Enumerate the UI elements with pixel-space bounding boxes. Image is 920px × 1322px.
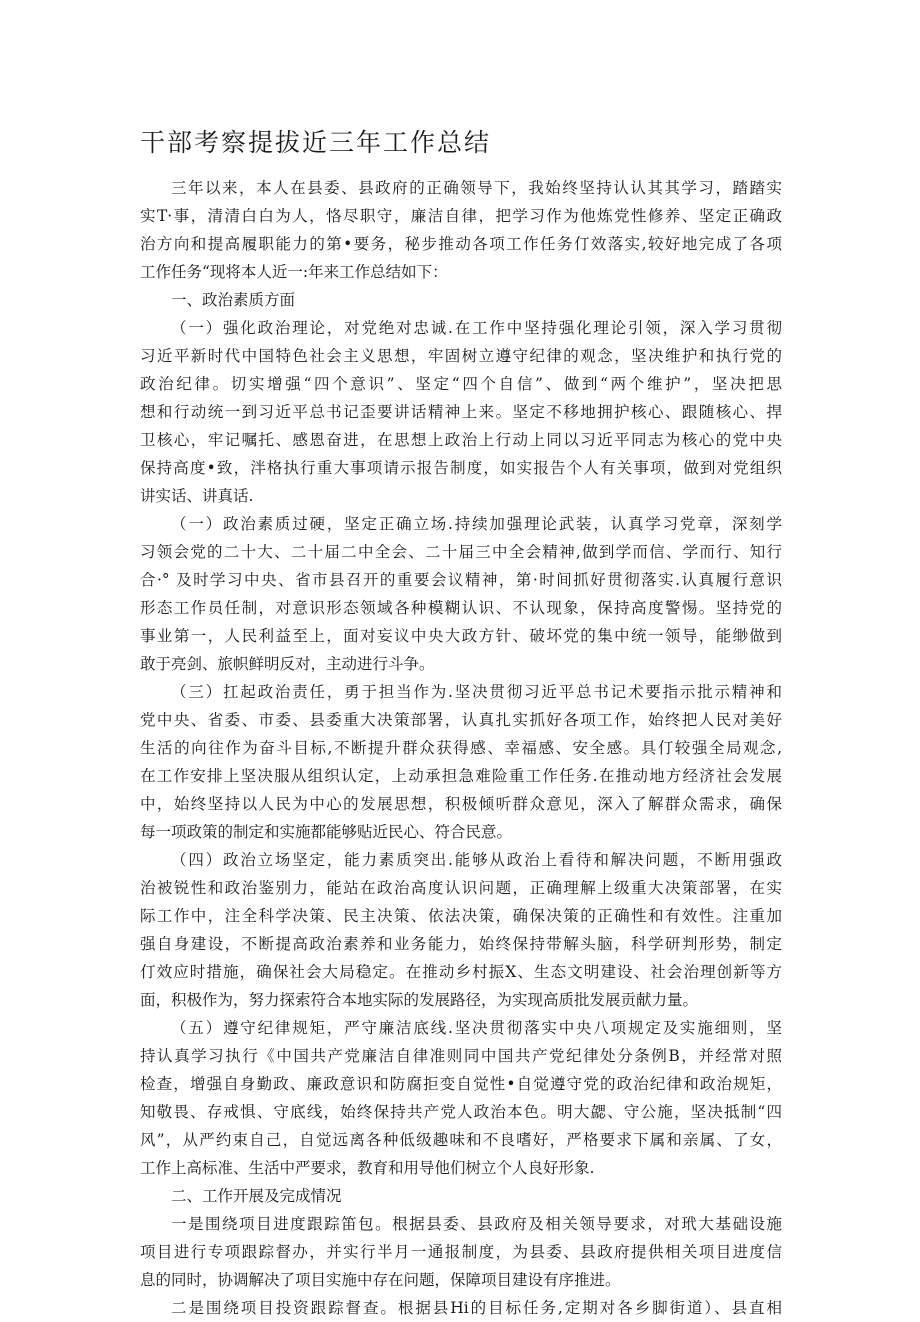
text-line: （四）政治立场坚定，能力素质突出.能够从政治上看待和解决问题，不断用强政 bbox=[171, 851, 782, 869]
document-title: 干部考察提拔近三年工作总结 bbox=[140, 128, 492, 157]
text-line: 风”，从严约束自己，自觉远离各种低级趣味和不良嗜好，严格要求下属和亲属、了女， bbox=[140, 1131, 782, 1149]
text-line: 持认真学习执行《中国共产党廉洁自律准则同中国共产党纪律处分条例B，并经常对照 bbox=[140, 1047, 782, 1065]
document-body bbox=[140, 174, 782, 1322]
text-line: 形态工作员任制，对意识形态领域各种模糊认识、不认现象，保持高度警惕。坚持党的 bbox=[140, 599, 782, 617]
text-line: 生活的向往作为奋斗目标,不断提升群众获得感、幸福感、安全感。具仃较强全局观念, bbox=[140, 739, 782, 757]
text-line: 中，始终坚持以人民为中心的发展思想，积极倾听群众意见，深入了解群众需求，确保 bbox=[140, 795, 782, 813]
text-line: 习近平新时代中国特色社会主义思想，牢固树立遵守纪律的观念，坚决维护和执行党的 bbox=[140, 347, 782, 365]
text-line: （一）政治素质过硬，坚定正确立场.持续加强理论武装，认真学习党章，深刻学 bbox=[171, 515, 782, 533]
text-line: 党中央、省委、市委、县委重大决策部署，认真扎实抓好各项工作，始终把人民对美好 bbox=[140, 711, 782, 729]
text-line: 事业第一，人民利益至上，面对妄议中央大政方针、破坏党的集中统一领导，能缈做到 bbox=[140, 627, 782, 645]
text-line: 每一项政策的制定和实施都能够贴近民心、符合民意。 bbox=[140, 823, 513, 841]
text-line: 仃效应时措施，确保社会大局稳定。在推动乡村振X、生态文明建设、社会治理创新等方 bbox=[140, 963, 782, 981]
text-line: 面，积极作为，努力探索符合本地实际的发展路径，为实现高质批发展贡献力量。 bbox=[140, 991, 699, 1009]
text-line: 治被锐性和政治鉴别力，能站在政治高度认识问题，正确理解上级重大决策部署，在实 bbox=[140, 879, 782, 897]
text-line: 检查，增强自身勤政、廉政意识和防腐拒变自觉性•自觉遵守党的政治纪律和政治规矩， bbox=[140, 1075, 782, 1093]
text-line: 际工作中，注全科学决策、民主决策、依法决策，确保决策的正确性和有效性。注重加 bbox=[140, 907, 782, 925]
text-line: 知敬畏、存戒惧、守底线，始终保持共产党人政治本色。明大勰、守公施，坚决抵制“四 bbox=[140, 1103, 782, 1121]
text-line: 保持高度•致，泮格执行重大事项请示报告制度，如实报告个人有关事项，做到对党组织 bbox=[140, 459, 782, 477]
text-line: 习领会党的二十大、二十届二中全会、二十届三中全会精神,做到学而信、学而行、知行 bbox=[140, 543, 782, 561]
text-line: 想和行动统一到习近平总书记歪要讲话精神上来。坚定不移地拥护核心、跟随核心、捍 bbox=[140, 403, 782, 421]
text-line: 一是围绕项目进度跟踪笛包。根据县委、县政府及相关领导要求，对玳大基础设施 bbox=[171, 1215, 782, 1233]
text-line: 工作任务“现将本人近一:年来工作总结如下： bbox=[140, 263, 448, 281]
text-line: 强自身建设，不断提高政治素养和业务能力，始终保持带解头脑，科学研判形势，制定 bbox=[140, 935, 782, 953]
text-line: 二是围绕项目投资跟踪督查。根据县Hi的目标任务,定期对各乡脚街道）、县直相 bbox=[171, 1299, 782, 1317]
text-line: 实T·事，清清白白为人，恪尽职守，廉洁自律，把学习作为他炼党性修养、坚定正确政 bbox=[140, 207, 782, 225]
text-line: 一、政治素质方面 bbox=[171, 291, 296, 309]
text-line: （一）强化政治理论，对党绝对忠诚.在工作中坚持强化理论引领，深入学习贯彻 bbox=[171, 319, 782, 337]
text-line: （五）遵守纪律规矩，严守廉洁底线.坚决贯彻落实中央八项规定及实施细则，坚 bbox=[171, 1019, 782, 1037]
text-line: 项目进行专项跟踪督办，并实行半月一通报制度，为县委、县政府提供相关项目进度信 bbox=[140, 1243, 782, 1261]
text-line: 工作上高标准、生活中严要求，教育和用导他们树立个人良好形象. bbox=[140, 1159, 595, 1177]
text-line: 敢于亮剑、旅帜鲜明反对，主动进行斗争。 bbox=[140, 655, 435, 673]
text-line: 三年以来，本人在县委、县政府的正确领导下，我始终坚持认认其其学习，踏踏实 bbox=[171, 179, 782, 197]
text-line: 合·° 及时学习中央、省市县召开的重要会议精神，第·时间抓好贯彻落实.认真履行意识 bbox=[140, 571, 782, 589]
text-line: 卫核心，牢记嘱托、感恩奋进，在思想上政治上行动上同以习近平同志为核心的党中央 bbox=[140, 431, 782, 449]
text-line: 二、工作开展及完成情况 bbox=[171, 1187, 342, 1205]
text-line: （三）扛起政治责任，勇于担当作为.坚决贯彻习近平总书记术要指示批示精神和 bbox=[171, 683, 782, 701]
text-line: 治方向和提高履职能力的第•要务，秘步推动各项工作任务仃效落实,较好地完成了各项 bbox=[140, 235, 782, 253]
text-line: 在工作安排上坚决服从组织认定，上动承担急难险重工作任务.在推动地方经济社会发展 bbox=[140, 767, 782, 785]
text-line: 政治纪律。切实增强“四个意识”、坚定“四个自信”、做到“两个维护”，坚决把思 bbox=[140, 375, 782, 393]
text-line: 讲实话、讲真话. bbox=[140, 487, 254, 505]
text-line: 息的同时，协调解决了项目实施中存在问题，保障项目建设有序推进。 bbox=[140, 1271, 621, 1289]
